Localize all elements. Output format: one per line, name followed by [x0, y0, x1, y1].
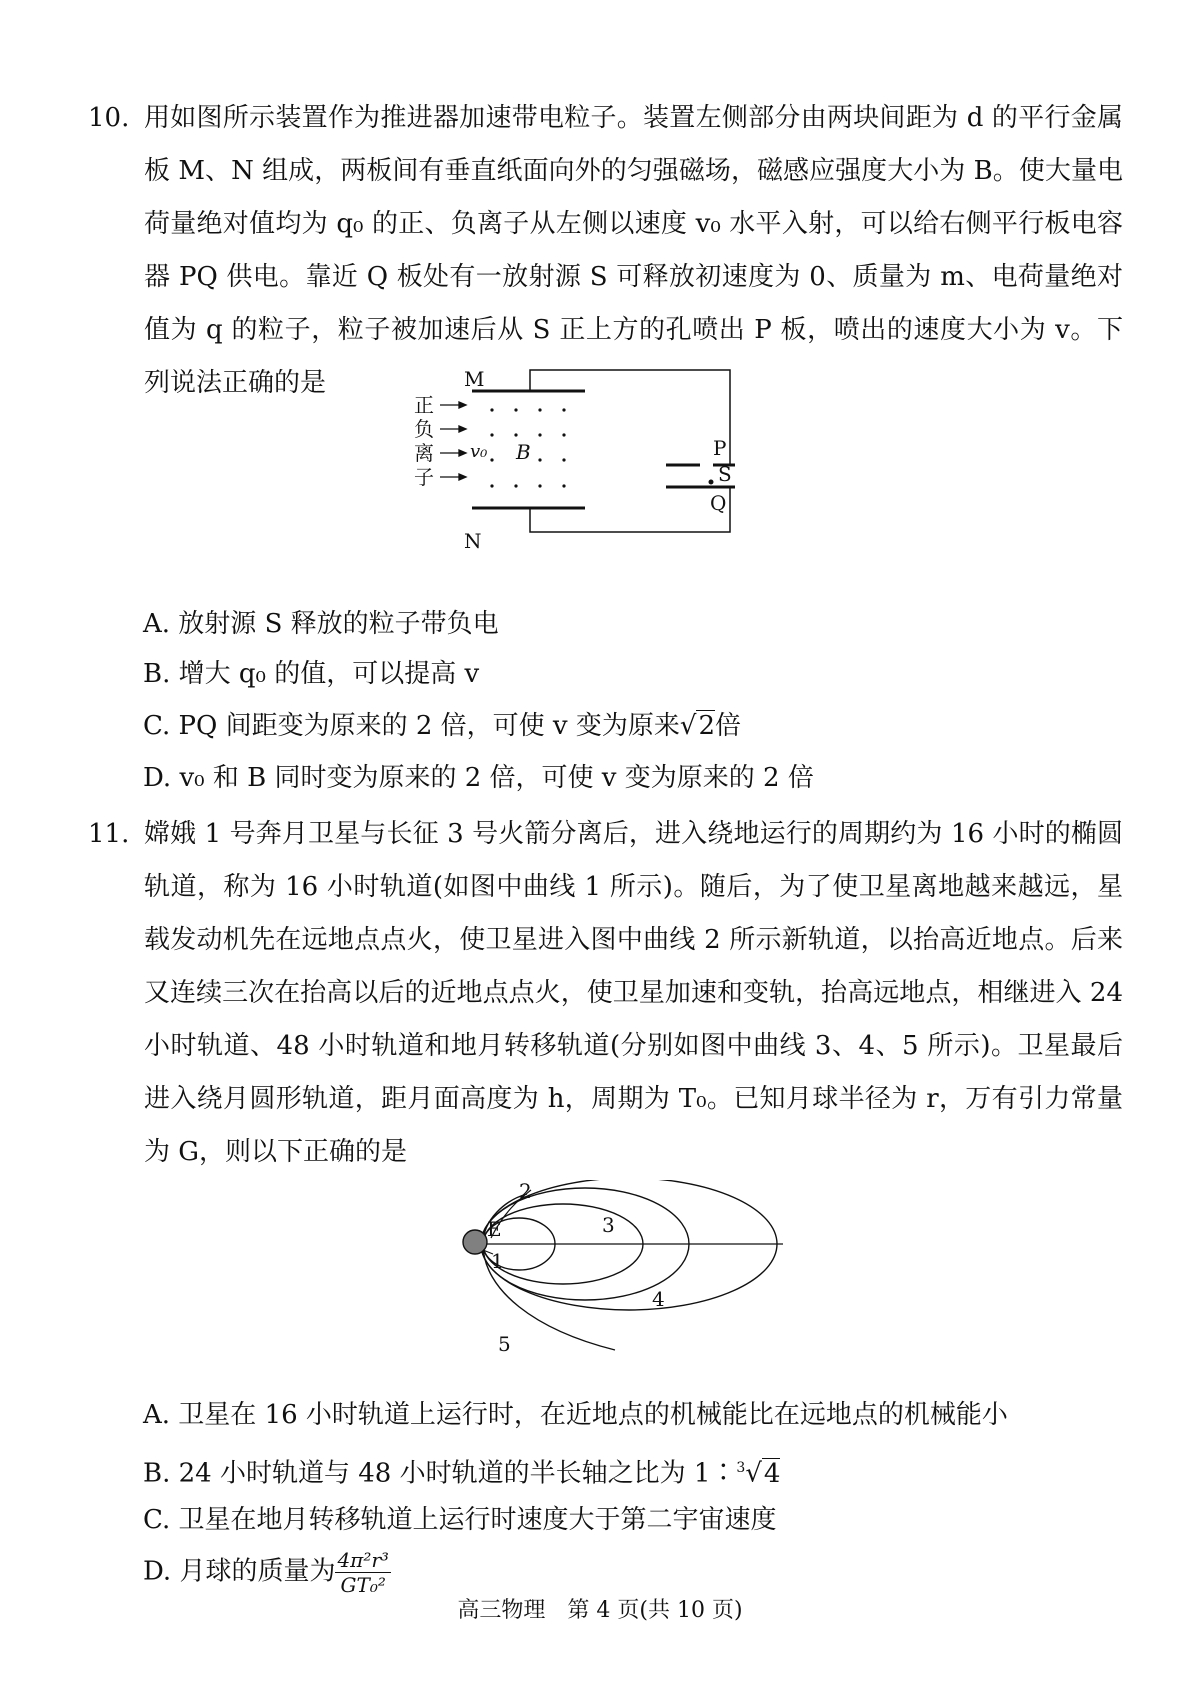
orbit-diagram [455, 1180, 795, 1370]
q10-option-a: A. 放射源 S 释放的粒子带负电 [143, 609, 499, 639]
option-b-text: B. 24 小时轨道与 48 小时轨道的半长轴之比为 1∶ [143, 1458, 737, 1489]
label-b: B [516, 440, 531, 464]
q10-option-d: D. v₀ 和 B 同时变为原来的 2 倍，可使 v 变为原来的 2 倍 [143, 763, 814, 793]
label-e: E [487, 1217, 502, 1241]
q11-option-a: A. 卫星在 16 小时轨道上运行时，在近地点的机械能比在远地点的机械能小 [143, 1400, 1008, 1430]
label-q: Q [710, 491, 727, 515]
wire-top [530, 370, 730, 465]
curve-label-2: 2 [519, 1180, 532, 1203]
question-stem: 嫦娥 1 号奔月卫星与长征 3 号火箭分离后，进入绕地运行的周期约为 16 小时的椭圆轨道，称为 16 小时轨道(如图中曲线 1 所示)。随后，为了使卫星离地越来越远，星载发动机先在远地点点火，使卫星进入图中曲线 2 所示新轨道，以抬高近地点。后来又连续三次在抬高以后的近地点点火，使卫星加速和变轨，抬高远地点，相继进入 24 小时轨道、48 小时轨道和地月转移轨道(分别如图中曲线 3、4、5 所示)。卫星最后进入绕月圆形轨道，距月面高度为 h，周期为 T₀。已知月球半径为 r，万有引力常量为 G，则以下正确的是 [144, 819, 1123, 1167]
option-c-suffix: 倍 [715, 711, 742, 741]
root-index: 3 [736, 1460, 746, 1476]
radicand: 2 [698, 711, 715, 741]
fraction-numerator: 4π²r³ [337, 1548, 389, 1572]
inlet-char: 正 [414, 393, 434, 417]
radicand: 4 [763, 1458, 781, 1489]
question-10 [88, 92, 1123, 410]
label-v0: v₀ [470, 441, 488, 462]
page-footer: 高三物理 第 4 页(共 10 页) [457, 1598, 743, 1623]
q11-option-b [143, 1448, 780, 1494]
question-number: 10. [88, 103, 130, 133]
label-m: M [464, 368, 485, 391]
curve-label-5: 5 [498, 1332, 511, 1356]
source-s [709, 480, 714, 485]
fraction-denominator: GT₀² [340, 1573, 386, 1597]
root-sign: √ [679, 711, 697, 741]
curve-label-4: 4 [652, 1287, 665, 1311]
option-c-text: C. PQ 间距变为原来的 2 倍，可使 v 变为原来 [143, 711, 680, 741]
label-p: P [713, 436, 727, 460]
curve-label-3: 3 [602, 1213, 615, 1237]
curve-label-1: 1 [491, 1249, 504, 1273]
q11-option-c: C. 卫星在地月转移轨道上运行时速度大于第二宇宙速度 [143, 1505, 777, 1535]
q10-option-b: B. 增大 q₀ 的值，可以提高 v [143, 659, 480, 689]
inlet-char: 离 [414, 441, 434, 465]
label-n: N [464, 529, 482, 553]
moon-mass-fraction [335, 1548, 390, 1597]
inlet-char: 子 [414, 465, 434, 489]
inlet-char: 负 [414, 417, 434, 441]
q10-option-c [143, 706, 741, 746]
thruster-diagram [410, 368, 790, 558]
question-stem: 用如图所示装置作为推进器加速带电粒子。装置左侧部分由两块间距为 d 的平行金属板 M、N 组成，两板间有垂直纸面向外的匀强磁场，磁感应强度大小为 B。使大量电荷量绝对值均为 q₀ 的正、负离子从左侧以速度 v₀ 水平入射，可以给右侧平行板电容器 PQ 供电。靠近 Q 板处有一放射源 S 可释放初速度为 0、质量为 m、电荷量绝对值为 q 的粒子，粒子被加速后从 S 正上方的孔喷出 P 板，喷出的速度大小为 v。下列说法正确的是 [144, 103, 1123, 398]
root-sign: √ [745, 1458, 762, 1489]
question-number: 11. [88, 819, 130, 849]
q11-option-d [143, 1548, 391, 1597]
option-d-text: D. 月球的质量为 [143, 1556, 336, 1587]
inlet-arrows [440, 402, 466, 480]
label-s: S [718, 462, 732, 486]
question-11 [88, 808, 1123, 1179]
